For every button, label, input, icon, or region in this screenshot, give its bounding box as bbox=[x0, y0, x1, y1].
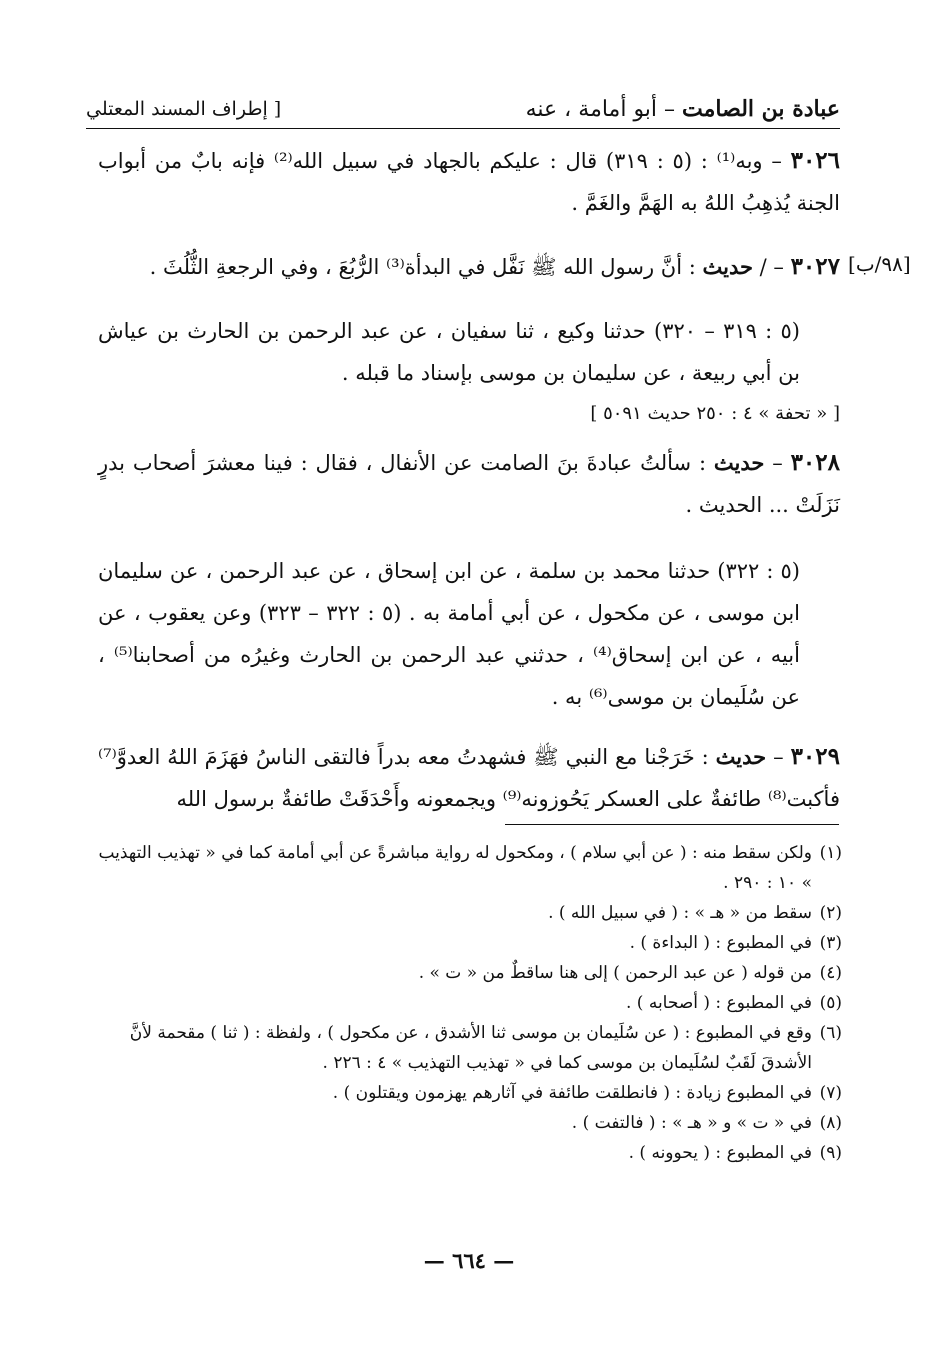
footnote-number: (٤) bbox=[819, 963, 842, 983]
footnote-text: في « ت » و « هـ » : ( فالتفت ) . bbox=[571, 1113, 812, 1133]
tuhfa-reference: [ « تحفة » ٤ : ٢٥٠ حديث ٥٠٩١ ] bbox=[590, 403, 840, 424]
footnote-number: (٦) bbox=[819, 1023, 842, 1043]
hadith-keyword: حديث bbox=[715, 744, 767, 769]
isnad-paragraph-2: (٥ : ٣٢٢) حدثنا محمد بن سلمة ، عن ابن إسحاق ، عن عبد الرحمن ، عن سليمان ابن موسى ، عن مكحول ، عن أبي أمامة به . (٥ : ٣٢٢ – ٣٢٣) وعن يعقوب ، عن أبيه ، عن ابن إسحاق⁽⁴⁾ ، حدثني عبد الرحمن بن الحارث وغيرُه من أصحابنا⁽⁵⁾ ، عن سُلَيمان بن موسى⁽⁶⁾ به . bbox=[98, 559, 800, 709]
footnote-text: في المطبوع : ( البداءة ) . bbox=[629, 933, 812, 953]
hadith-3026 bbox=[98, 140, 840, 224]
footnote-text: سقط من « هـ » : ( في سبيل الله ) . bbox=[548, 903, 812, 923]
hadith-dash: – / bbox=[752, 255, 791, 279]
page-number: — ٦٦٤ — bbox=[423, 1248, 515, 1273]
footnote-number: (١) bbox=[819, 843, 842, 863]
footnote-number: (٧) bbox=[819, 1083, 842, 1103]
hadith-number: ٣٠٢٦ bbox=[790, 147, 841, 174]
footnote bbox=[90, 838, 842, 898]
hadith-3029 bbox=[98, 736, 840, 820]
footnote-number: (٨) bbox=[819, 1113, 842, 1133]
footnote-text: من قوله ( عن عبد الرحمن ) إلى هنا ساقطٌ من « ت » . bbox=[418, 963, 812, 983]
header-chapter-title bbox=[526, 96, 840, 122]
footnote-text: في المطبوع : ( يحوونه ) . bbox=[628, 1143, 812, 1163]
footnote-number: (٥) bbox=[819, 993, 842, 1013]
hadith-text: : سألتُ عبادةَ بنَ الصامت عن الأنفال ، فقال : فينا معشرَ أصحاب بدرٍ نَزَلَتْ ... الحديث . bbox=[98, 451, 840, 517]
hadith-keyword: حديث bbox=[713, 450, 765, 475]
hadith-3028 bbox=[98, 442, 840, 526]
footnote-text: ولكن سقط منه : ( عن أبي سلام ) ، ومكحول له رواية مباشرةً عن أبي أمامة كما في « تهذيب التهذيب » ١٠ : ٢٩٠ . bbox=[98, 843, 812, 893]
footnote-text: في المطبوع : ( أصحابه ) . bbox=[625, 993, 812, 1013]
running-header bbox=[86, 92, 840, 129]
footnote bbox=[90, 1138, 842, 1168]
footnote-text: وقع في المطبوع : ( عن سُلَيمان بن موسى ثنا الأشدق ، عن مكحول ) ، ولفظة : ( ثنا ) مقحمة لأنَّ الأشدقَ لَقَبٌ لسُلَيمان بن موسى كما في « تهذيب التهذيب » ٤ : ٢٢٦ . bbox=[129, 1023, 812, 1073]
footnotes bbox=[90, 838, 842, 1168]
footnote bbox=[90, 1078, 842, 1108]
footnote bbox=[90, 1108, 842, 1138]
footnote bbox=[90, 898, 842, 928]
hadith-number: ٣٠٢٨ bbox=[790, 449, 840, 476]
hadith-number: ٣٠٢٧ bbox=[790, 253, 840, 280]
hadith-number: ٣٠٢٩ bbox=[790, 743, 840, 770]
hadith-3027 bbox=[98, 246, 840, 288]
footnote-text: في المطبوع زيادة : ( فانطلقت طائفة في آثارهم يهزمون ويقتلون ) . bbox=[332, 1083, 812, 1103]
footnote bbox=[90, 1018, 842, 1078]
hadith-text: – وبه⁽¹⁾ : (٥ : ٣١٩) قال : عليكم بالجهاد في سبيل الله⁽²⁾ فإنه بابٌ من أبواب الجنة يُذهِبُ اللهُ به الهَمَّ والغَمَّ . bbox=[98, 149, 840, 215]
footnote bbox=[90, 928, 842, 958]
header-book-title: [ إطراف المسند المعتلي bbox=[86, 98, 282, 120]
footnote-number: (٢) bbox=[819, 903, 842, 923]
header-chapter-name: عبادة بن الصامت bbox=[682, 96, 840, 122]
isnad-paragraph-1: (٥ : ٣١٩ – ٣٢٠) حدثنا وكيع ، ثنا سفيان ، عن عبد الرحمن بن الحارث بن عياش بن أبي ربيعة ، عن سليمان بن موسى بإسناد ما قبله . bbox=[98, 319, 800, 385]
hadith-keyword: حديث bbox=[702, 254, 753, 279]
footnote-number: (٩) bbox=[819, 1143, 842, 1163]
hadith-dash: – bbox=[764, 451, 791, 475]
hadith-text: : أنَّ رسول الله ﷺ نَفَّل في البدأة⁽³⁾ الرُّبُعَ ، وفي الرجعةِ الثُّلُثَ . bbox=[149, 255, 703, 279]
header-chapter-subtitle: – أبو أمامة ، عنه bbox=[525, 97, 683, 122]
margin-folio-ref: [٩٨/ب] bbox=[848, 252, 911, 276]
hadith-dash: – bbox=[766, 745, 791, 769]
hadith-text: : خَرَجْنا مع النبي ﷺ فشهدتُ معه بدراً فالتقى الناسُ فهَزَمَ اللهُ العدوَّ⁽⁷⁾ فأكبت⁽⁸⁾ طائفةٌ على العسكر يَحُوزونه⁽⁹⁾ ويجمعونه وأَحْدَقَتْ طائفةٌ برسول الله bbox=[98, 745, 840, 811]
footnote bbox=[90, 958, 842, 988]
footnote-number: (٣) bbox=[819, 933, 842, 953]
footnote-separator bbox=[505, 824, 839, 825]
footnote bbox=[90, 988, 842, 1018]
